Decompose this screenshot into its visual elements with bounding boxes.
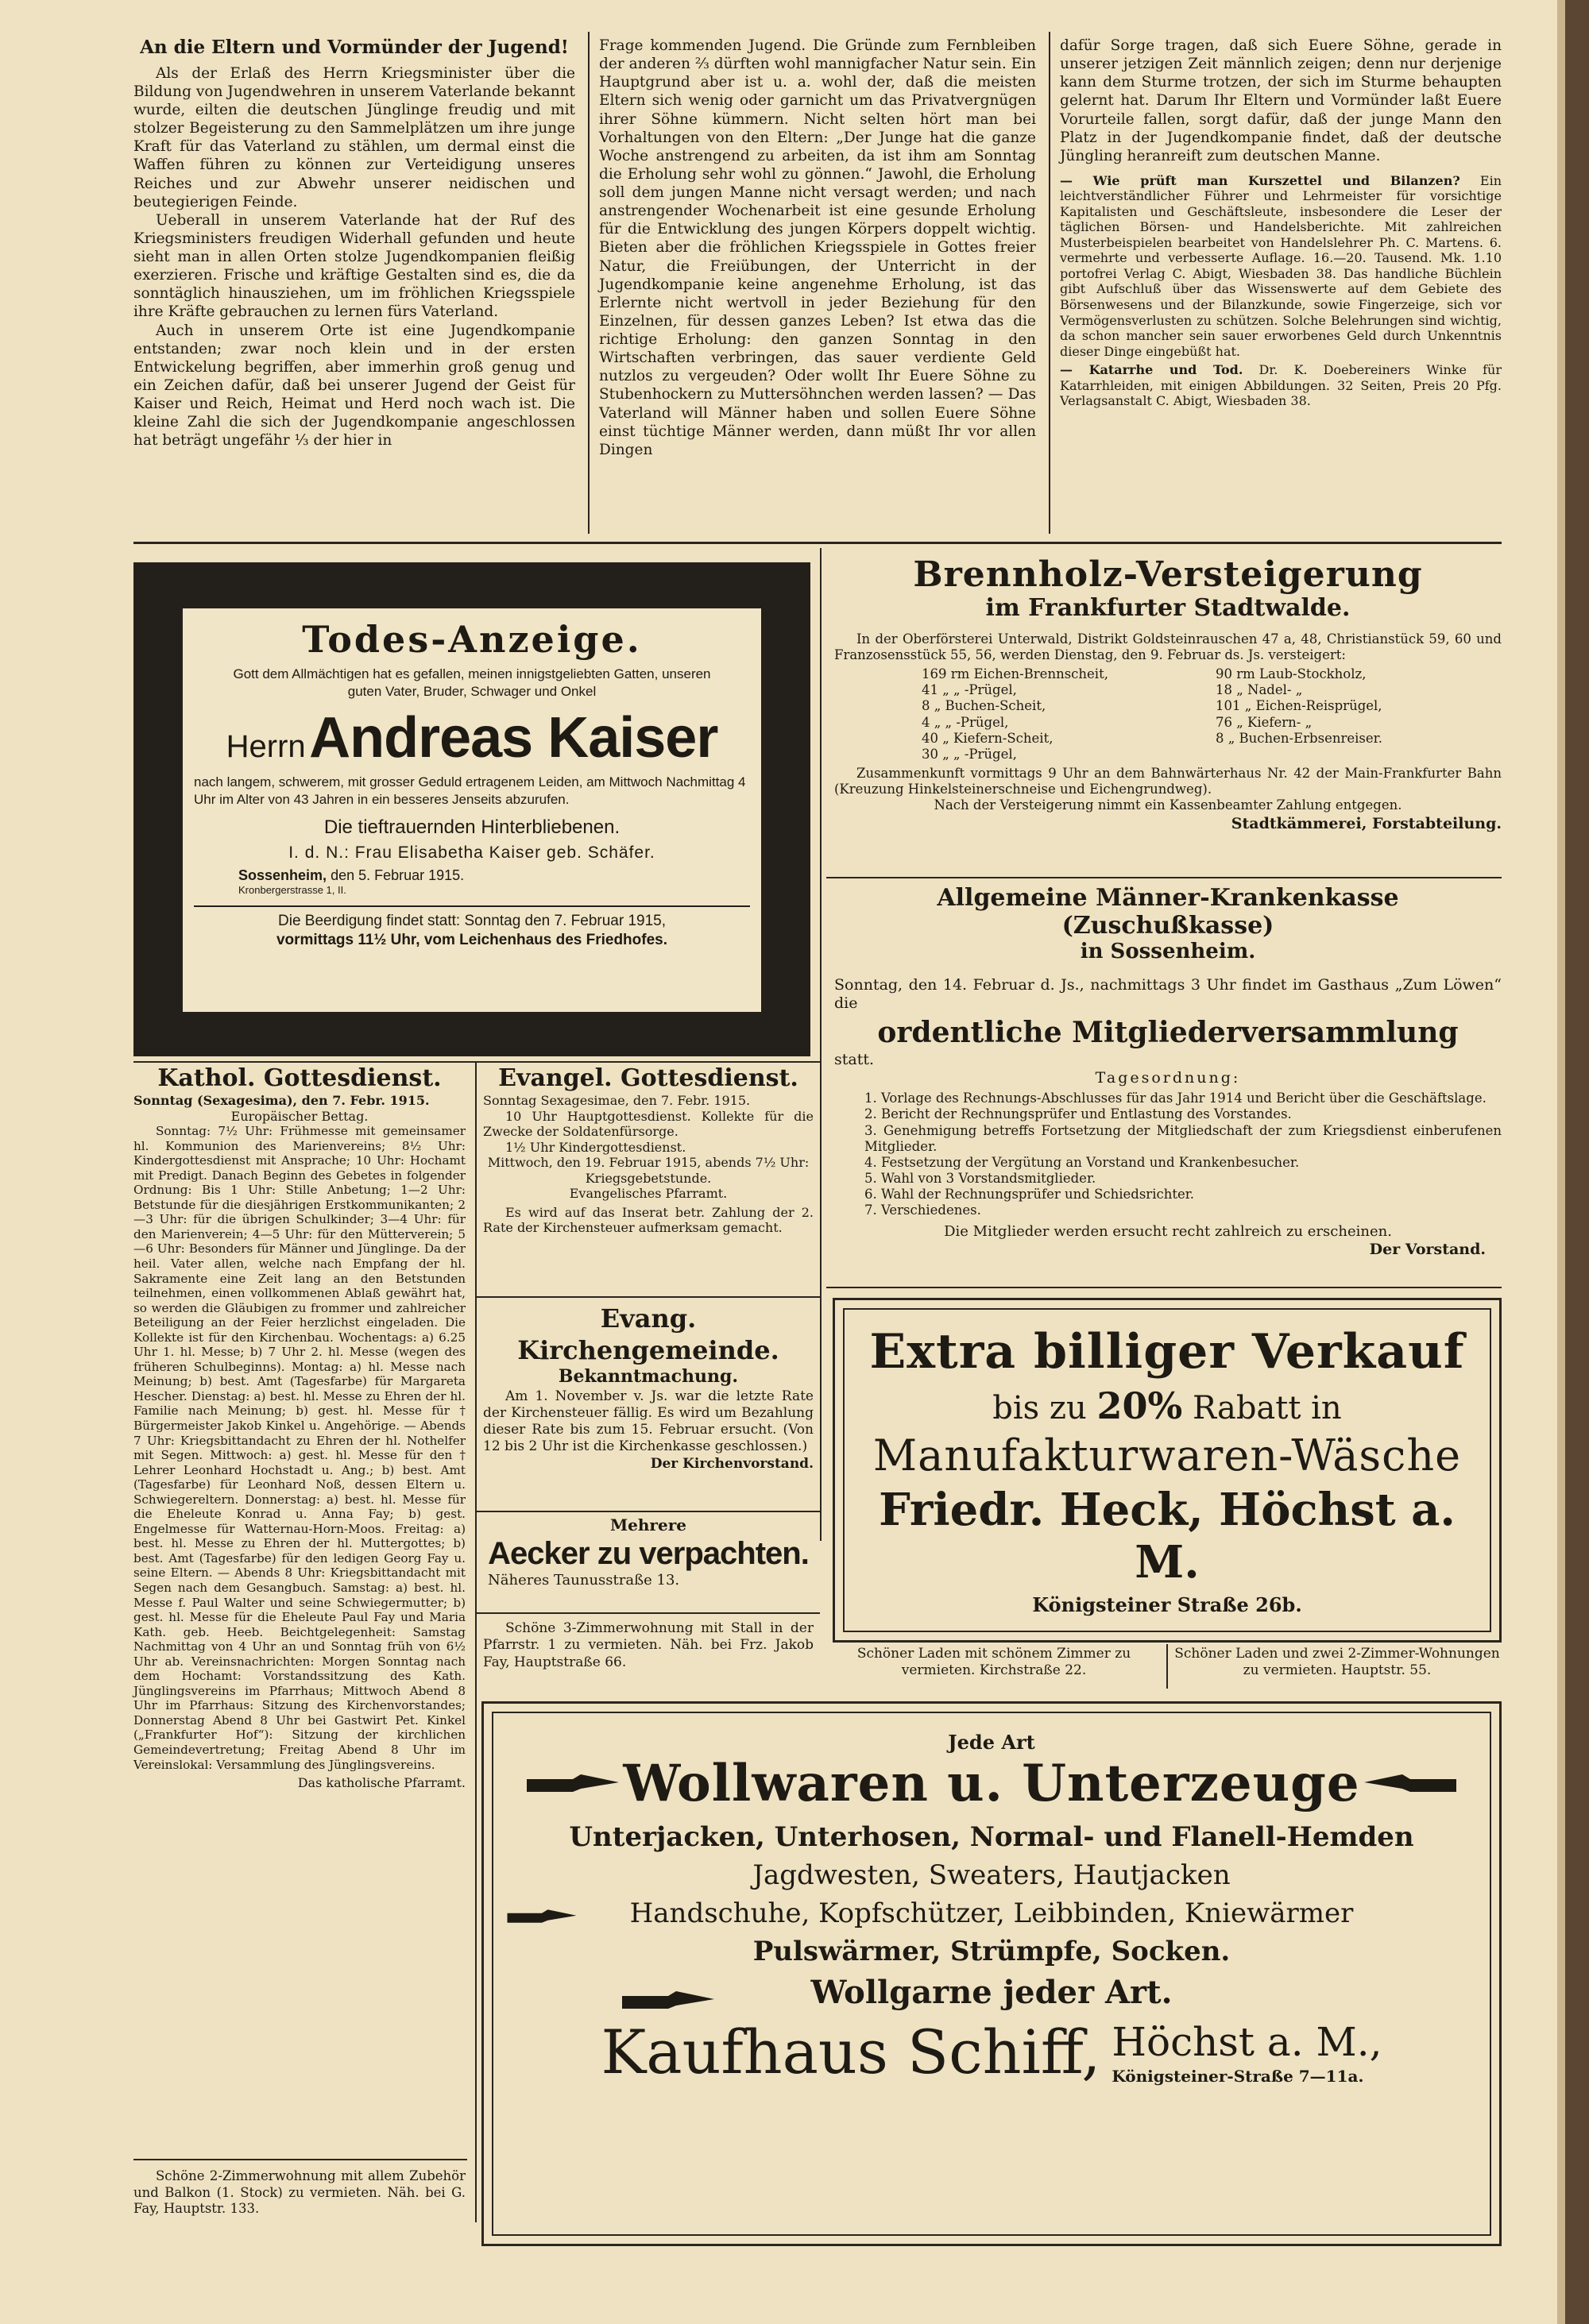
heck-address: Königsteiner Straße 26b. (1032, 1593, 1302, 1616)
kathol-title: Kathol. Gottesdienst. (157, 1064, 442, 1092)
krankenkasse-intro: Sonntag, den 14. Februar d. Js., nachmittags 3 Uhr findet im Gasthaus „Zum Löwen“ die (834, 975, 1502, 1012)
wood-item: 169 rm Eichen-Brennscheit, (922, 666, 1108, 682)
column-rule (1166, 1644, 1168, 1689)
schiff-ad (481, 1701, 1502, 2246)
death-notice (183, 608, 761, 1012)
ad-wohnung-2 (483, 1620, 814, 1671)
section-rule (826, 877, 1502, 878)
section-rule (477, 1612, 820, 1614)
schiff-line-5: Handschuhe, Kopfschützer, Leibbinden, Kniewärmer (629, 1897, 1354, 1929)
schiff-line-3: Unterjacken, Unterhosen, Normal- und Flanell-Hemden (569, 1821, 1414, 1853)
schiff-headline: Wollwaren u. Unterzeuge (623, 1754, 1360, 1813)
evang-line: 1½ Uhr Kindergottesdienst. (505, 1139, 686, 1155)
deceased-name: Andreas Kaiser (309, 706, 718, 770)
death-notice-frame (133, 562, 810, 1056)
evang-gottesdienst (483, 1064, 814, 1236)
schiff-line-4: Jagdwesten, Sweaters, Hautjacken (752, 1859, 1231, 1891)
article-paragraph: Ueberall in unserem Vaterlande hat der Ruf des Kriegsministers freudigen Widerhall gefunden und heute sieht man in allen Orten stolze Jugendkompanien fleißig exerzieren. Frische und kräftige Gestalten sind es, die da sonntäglich hinausziehen, um im fröhlichen Kriegsspiele ihre Kräfte gebrauchen zu lernen fürs Vaterland. (133, 211, 575, 321)
krankenkasse-statt: statt. (834, 1050, 875, 1068)
agenda-item: 1. Vorlage des Rechnungs-Abschlusses für das Jahr 1914 und Bericht über die Geschäftslage. (864, 1091, 1487, 1106)
wood-item: 41 „ „ -Prügel, (922, 682, 1017, 698)
kathol-date: Sonntag (Sexagesima), den 7. Febr. 1915. (133, 1093, 430, 1108)
kathol-gottesdienst (133, 1064, 466, 1791)
wood-item: 18 „ Nadel- „ (1216, 682, 1303, 698)
pointing-hand-right-icon (525, 1771, 621, 1798)
article-col-1 (133, 37, 575, 450)
evang-line: 10 Uhr Hauptgottesdienst. Kollekte für die Zwecke der Soldatenfürsorge. (483, 1108, 814, 1140)
agenda-item: 6. Wahl der Rechnungsprüfer und Schiedsrichter. (864, 1187, 1195, 1203)
wood-item: 76 „ Kiefern- „ (1216, 714, 1313, 730)
kirchengemeinde-title: Evang. Kirchengemeinde. (517, 1303, 779, 1365)
schiff-line-6: Pulswärmer, Strümpfe, Socken. (752, 1936, 1231, 1967)
kathol-sign: Das katholische Pfarramt. (297, 1775, 466, 1791)
kirchengemeinde-text: Am 1. November v. Js. war die letzte Rate der Kirchensteuer fällig. Es wird um Bezahlung dieser Rate bis zum 15. Februar ersucht. (Von 12 bis 2 Uhr ist die Kirchenkasse geschlossen.) (483, 1388, 814, 1455)
article-paragraph: Auch in unserem Orte ist eine Jugendkompanie entstanden; zwar noch klein und in der ersten Entwickelung begriffen, aber immerhin groß genug und ein Zeichen dafür, daß bei unserer Jugend der Geist für Kaiser und Reich, Heimat und Herd noch wach ist. Die kleine Zahl die sich der Jugendkompanie angeschlossen hat beträgt ungefähr ⅓ der hier in (133, 322, 575, 450)
heck-discount-suffix: Rabatt in (1192, 1390, 1342, 1426)
heck-goods: Manufakturwaren-Wäsche (872, 1430, 1462, 1480)
wood-item: 101 „ Eichen-Reisprügel, (1216, 698, 1382, 714)
schiff-address: Königsteiner-Straße 7—11a. (1112, 2067, 1364, 2086)
brennholz-intro: In der Oberförsterei Unterwald, Distrikt Goldsteinrauschen 47 a, 48, Christianstück 59, 60 und Franzosensstück 55, 56, werden Dienstag, den 9. Februar ds. Js. versteigert: (834, 631, 1502, 663)
death-notice-place: Sossenheim, (238, 867, 327, 883)
aecker-sub: Näheres Taunusstraße 13. (488, 1572, 680, 1589)
brennholz-title: Brennholz-Versteigerung (913, 554, 1423, 595)
heck-discount-prefix: bis zu (992, 1390, 1087, 1426)
section-rule (133, 1061, 822, 1063)
schiff-line-7: Wollgarne jeder Art. (810, 1974, 1173, 2011)
schiff-store-name: Kaufhaus Schiff, (601, 2017, 1101, 2087)
funeral-line-1: Die Beerdigung findet statt: Sonntag den 7. Februar 1915, (278, 912, 666, 929)
article-title: An die Eltern und Vormünder der Jugend! (140, 37, 569, 58)
heck-discount: 20% (1096, 1384, 1183, 1427)
death-notice-idn: I. d. N.: Frau Elisabetha Kaiser geb. Schäfer. (288, 843, 655, 862)
wood-item: 90 rm Laub-Stockholz, (1216, 666, 1367, 682)
book-title: — Wie prüft man Kurszettel und Bilanzen? (1060, 172, 1460, 188)
krankenkasse-meeting: ordentliche Mitgliederversammlung (877, 1016, 1459, 1050)
death-notice-intro: Gott dem Allmächtigen hat es gefallen, meinen innigstgeliebten Gatten, unseren guten Vater, Bruder, Schwager und Onkel (233, 666, 711, 700)
evang-date: Sonntag Sexagesimae, den 7. Febr. 1915. (483, 1093, 751, 1108)
wood-item: 30 „ „ -Prügel, (922, 746, 1017, 762)
section-rule (826, 1287, 1502, 1288)
wood-item: 40 „ Kiefern-Scheit, (922, 730, 1054, 746)
krankenkasse-closing: Die Mitglieder werden ersucht recht zahlreich zu erscheinen. (944, 1223, 1392, 1241)
ad-wohnung-1-text: Schöne 2-Zimmerwohnung mit allem Zubehör und Balkon (1. Stock) zu vermieten. Näh. bei G. Fay, Hauptstr. 133. (133, 2168, 466, 2217)
article-col-3 (1060, 37, 1502, 409)
article-paragraph: Frage kommenden Jugend. Die Gründe zum Fernbleiben der anderen ⅔ dürften wohl mannigfacher Natur sein. Ein Hauptgrund aber ist u. a. wohl der, daß die meisten Eltern sich wenig oder garnicht um das Privatvergnügen ihrer Söhne kümmern. Nicht selten hört man bei Vorhaltungen von den Eltern: „Der Junge hat die ganze Woche anstrengend zu arbeiten, da ist ihm am Sonntag die Erholung sehr wohl zu gönnen.“ Jawohl, die Erholung soll dem jungen Manne nicht versagt werden; und nach anstrengender Wochenarbeit ist eine gesunde Erholung für die Entwicklung des jungen Körpers doppelt wichtig. Bieten aber die fröhlichen Kriegsspiele in Gottes freier Natur, die Freiübungen, der Unterricht in der Jugendkompanie keine angenehme Erholung, ist das Erlernte nicht wertvoll in jeder Beziehung für den Einzelnen, für dessen ganzes Leben? Ist etwa das die richtige Erholung: den ganzen Sonntag in den Wirtschaften verbringen, das sauer verdiente Geld nutzlos zu vergeuden? Oder wollt Ihr Euere Söhne zu Stubenhockern zu Muttersöhnchen werden lassen? — Das Vaterland will Männer haben und sollen Euere Söhne einst tüchtige Männer werden, dann müßt Ihr vor allen Dingen (599, 37, 1036, 458)
agenda-item: 4. Festsetzung der Vergütung an Vorstand und Krankenbesucher. (864, 1154, 1300, 1170)
wood-list-right (1184, 666, 1382, 762)
evang-note: Es wird auf das Inserat betr. Zahlung der 2. Rate der Kirchensteuer aufmerksam gemacht. (483, 1204, 814, 1236)
brennholz-sign: Stadtkämmerei, Forstabteilung. (1231, 815, 1502, 833)
aecker-title: Aecker zu verpachten. (488, 1536, 809, 1571)
krankenkasse-sign: Der Vorstand. (1369, 1241, 1486, 1259)
heck-ad (833, 1298, 1502, 1643)
agenda-list (834, 1091, 1502, 1218)
agenda-title: Tagesordnung: (1095, 1069, 1241, 1087)
article-paragraph: dafür Sorge tragen, daß sich Euere Söhne, gerade in unserer jetzigen Zeit männlich zeigen; denn nur derjenige kann dem Sturme trotzen, der sich im Sturme behaupten gelernt hat. Darum Ihr Eltern und Vormünder laßt Euere Vorurteile fallen, sorgt dafür, daß der junge Mann den Platz in der Jugendkompanie findet, daß der deutsche Jüngling heranreift zum deutschen Manne. (1060, 37, 1502, 164)
pointing-hand-right-icon (506, 1907, 578, 1928)
article-col-2 (599, 37, 1036, 459)
agenda-item: 7. Verschiedenes. (864, 1203, 981, 1218)
schiff-intro: Jede Art (948, 1731, 1035, 1754)
kirchengemeinde (483, 1303, 814, 1473)
death-notice-body: nach langem, schwerem, mit grosser Geduld ertragenem Leiden, am Mittwoch Nachmittag 4 Uhr im Alter von 43 Jahren in ein besseres Jenseits abzurufen. (194, 774, 746, 807)
column-rule (475, 1063, 477, 2222)
aecker-pre: Mehrere (610, 1515, 686, 1535)
column-rule (820, 548, 822, 1541)
kirchengemeinde-subtitle: Bekanntmachung. (558, 1366, 739, 1387)
kathol-subtitle: Europäischer Bettag. (230, 1108, 369, 1124)
ad-wohnung-1 (133, 2168, 466, 2218)
section-rule (477, 1511, 820, 1512)
evang-title: Evangel. Gottesdienst. (498, 1064, 798, 1092)
death-notice-title: Todes-Anzeige. (302, 618, 642, 661)
ad-laden-1: Schöner Laden mit schönem Zimmer zu vermieten. Kirchstraße 22. (856, 1646, 1131, 1679)
wood-item: 4 „ „ -Prügel, (922, 714, 1009, 730)
kathol-text: Sonntag: 7½ Uhr: Frühmesse mit gemeinsamer hl. Kommunion des Marienvereins; 8½ Uhr: Kindergottesdienst mit Ansprache; 10 Uhr: Hochamt mit Predigt. Danach Beginn des Gebetes in folgender Ordnung: Bis 1 Uhr: Stille Anbetung; 1—2 Uhr: Betstunde für die diesjährigen Erstkommunikanten; 2—3 Uhr: für die übrigen Schulkinder; 3—4 Uhr: für den Marienverein; 4—5 Uhr: für den Mütterverein; 5—6 Uhr: Besonders für Männer und Jünglinge. Da der heil. Vater allen, welche nach Empfang der hl. Sakramente eine Zeit lang an den Betstunden teilnehmen, einen vollkommenen Ablaß gewährt hat, so werden die Gläubigen zu frommer und zahlreicher Beteiligung an der Feier herzlichst eingeladen. Die Kollekte ist für den Kirchenbau. Wochentags: a) 6.25 Uhr 1. hl. Messe; b) 7 Uhr 2. hl. Messe (wegen des früheren Schulbeginns). Montag: a) hl. Messe nach Meinung; b) best. Amt (Tagesfarbe) für Margareta Hescher. Dienstag: a) best. hl. Messe zu Ehren der hl. Familie nach Meinung; b) gest. hl. Messe für † Bürgermeister Jakob Kinkel u. Angehörige. — Abends 7 Uhr: Kriegsbittandacht zu Ehren der hl. Nothelfer mit Segen. Mittwoch: a) gest. hl. Messe für den † Lehrer Leonhard Hochstadt u. Ang.; b) best. Amt (Tagesfarbe) für Leonhard Noß, dessen Eltern u. Schwiegereltern. Donnerstag: a) best. hl. Messe für die Eheleute Konrad u. Anna Fay; b) gest. Engelmesse für Watternau-Horn-Moos. Freitag: a) best. hl. Messe zu Ehren der hl. Muttergottes; b) best. Amt (Tagesfarbe) für den ledigen Georg Fay u. seine Eltern. — Abends 8 Uhr: Kriegsbittandacht mit Segen nach dem Gesangbuch. Samstag: a) best. hl. Messe f. Paul Walter und seine Schwiegermutter; b) gest. hl. Messe für die Eheleute Paul Fay und Maria Kath. geb. Heeb. Beichtgelegenheit: Samstag Nachmittag von 4 Uhr an und Sonntag früh von 6½ Uhr ab. Vereinsnachrichten: Morgen Sonntag nach dem Hochamt: Vorstandssitzung des Kath. Jünglingsvereins im Pfarrhaus; Mittwoch Abend 8 Uhr im Pfarrhaus: Sitzung des Kirchenvorstandes; Donnerstag Abend 8 Uhr bei Gastwirt Pet. Kinkel („Frankfurter Hof“): Sitzung der kirchlichen Gemeindevertretung; Freitag Abend 8 Uhr im Vereinslokal: Versammlung des Jünglingsvereins. (133, 1124, 466, 1772)
column-rule (588, 32, 590, 534)
agenda-item: 5. Wahl von 3 Vorstandsmitglieder. (864, 1170, 1096, 1186)
heck-company: Friedr. Heck, Höchst a. M. (879, 1484, 1456, 1589)
pointing-hand-right-icon (621, 1988, 716, 2015)
book-author: Dr. K. Doebereiners (1258, 362, 1411, 378)
agenda-item: 3. Genehmigung betreffs Fortsetzung der Mitgliedschaft der zum Kriegsdienst einberufenen Mitglieder. (864, 1122, 1502, 1154)
wood-item: 8 „ Buchen-Scheit, (922, 698, 1046, 714)
kirchengemeinde-sign: Der Kirchenvorstand. (650, 1455, 814, 1472)
wood-list-left (834, 666, 1184, 762)
wood-item: 8 „ Buchen-Erbsenreiser. (1216, 730, 1382, 746)
book-description: Winke für Katarrhleiden, mit einigen Abbildungen. 32 Seiten, Preis 20 Pfg. Verlagsanstalt C. Abigt, Wiesbaden 38. (1060, 362, 1502, 409)
death-notice-date: den 5. Februar 1915. (331, 867, 465, 883)
section-rule (133, 542, 1502, 544)
section-rule (133, 2159, 467, 2160)
schiff-city: Höchst a. M., (1112, 2019, 1382, 2065)
brennholz-subtitle: im Frankfurter Stadtwalde. (985, 594, 1351, 623)
funeral-line-2: vormittags 11½ Uhr, vom Leichenhaus des Friedhofes. (276, 932, 668, 949)
column-rule (1049, 32, 1050, 534)
brennholz-meeting: Zusammenkunft vormittags 9 Uhr an dem Bahnwärterhaus Nr. 42 der Main-Frankfurter Bahn (Kreuzung Hinkelsteinerschneise und Eichengrundweg). (834, 765, 1502, 797)
article-paragraph: Als der Erlaß des Herrn Kriegsminister über die Bildung von Jugendwehren in unserem Vaterlande bekannt wurde, eilten die deutschen Jünglinge freudig und mit stolzer Begeisterung zu den Sammelplätzen um ihre junge Kraft für das Vaterland zu stählen, um dermal einst die Waffen führen zu können zur Verteidigung unseres Reiches und zur Abwehr unserer neidischen und beutegierigen Feinde. (133, 64, 575, 210)
krankenkasse-ad (834, 885, 1502, 1259)
death-notice-herrn: Herrn (226, 729, 306, 765)
page-edge (1557, 0, 1565, 2324)
agenda-item: 2. Bericht der Rechnungsprüfer und Entlastung des Vorstandes. (864, 1106, 1292, 1122)
evang-line: Mittwoch, den 19. Februar 1915, abends 7½ Uhr: Kriegsgebetstunde. (487, 1155, 810, 1186)
evang-sign: Evangelisches Pfarramt. (569, 1186, 728, 1202)
book-binding (1565, 0, 1589, 2324)
book-description: Ein leichtverständlicher Führer und Lehrmeister für vorsichtige Kapitalisten und Geschäftsleute, insbesondere die Leser der täglichen Börsen- und Handelsberichte. Mit zahlreichen Musterbeispielen bearbeitet von Handelslehrer Ph. C. Martens. 6. vermehrte und verbesserte Auflage. 16.—20. Tausend. Mk. 1.10 portofrei Verlag C. Abigt, Wiesbaden 38. Das handliche Büchlein gibt Aufschluß über das Wissenswerte auf dem Gebiete des Börsenwesens und der Bilanzkunde, sowie Fingerzeige, sich vor Vermögensverlusten zu schützen. Solche Belehrungen sind wichtig, da schon mancher sein sauer erworbenes Geld durch Unkenntnis dieser Dinge eingebüßt hat. (1060, 172, 1502, 359)
book-title: — Katarrhe und Tod. (1060, 362, 1243, 378)
ad-wohnung-2-text: Schöne 3-Zimmerwohnung mit Stall in der Pfarrstr. 1 zu vermieten. Näh. bei Frz. Jakob Fay, Hauptstraße 66. (483, 1620, 814, 1670)
ad-laden-2: Schöner Laden und zwei 2-Zimmer-Wohnungen zu vermieten. Hauptstr. 55. (1174, 1646, 1500, 1679)
brennholz-ad (834, 556, 1502, 834)
mourners: Die tieftrauernden Hinterbliebenen. (323, 816, 621, 838)
krankenkasse-subtitle: in Sossenheim. (1080, 940, 1256, 963)
death-notice-street: Kronbergerstrasse 1, II. (238, 883, 346, 896)
section-rule (477, 1296, 820, 1298)
pointing-hand-left-icon (1363, 1771, 1458, 1798)
brennholz-payment: Nach der Versteigerung nimmt ein Kassenbeamter Zahlung entgegen. (934, 797, 1402, 813)
krankenkasse-title: Allgemeine Männer-Krankenkasse (Zuschußkasse) (937, 884, 1399, 940)
aecker-ad (483, 1515, 814, 1590)
heck-headline: Extra billiger Verkauf (869, 1324, 1465, 1380)
